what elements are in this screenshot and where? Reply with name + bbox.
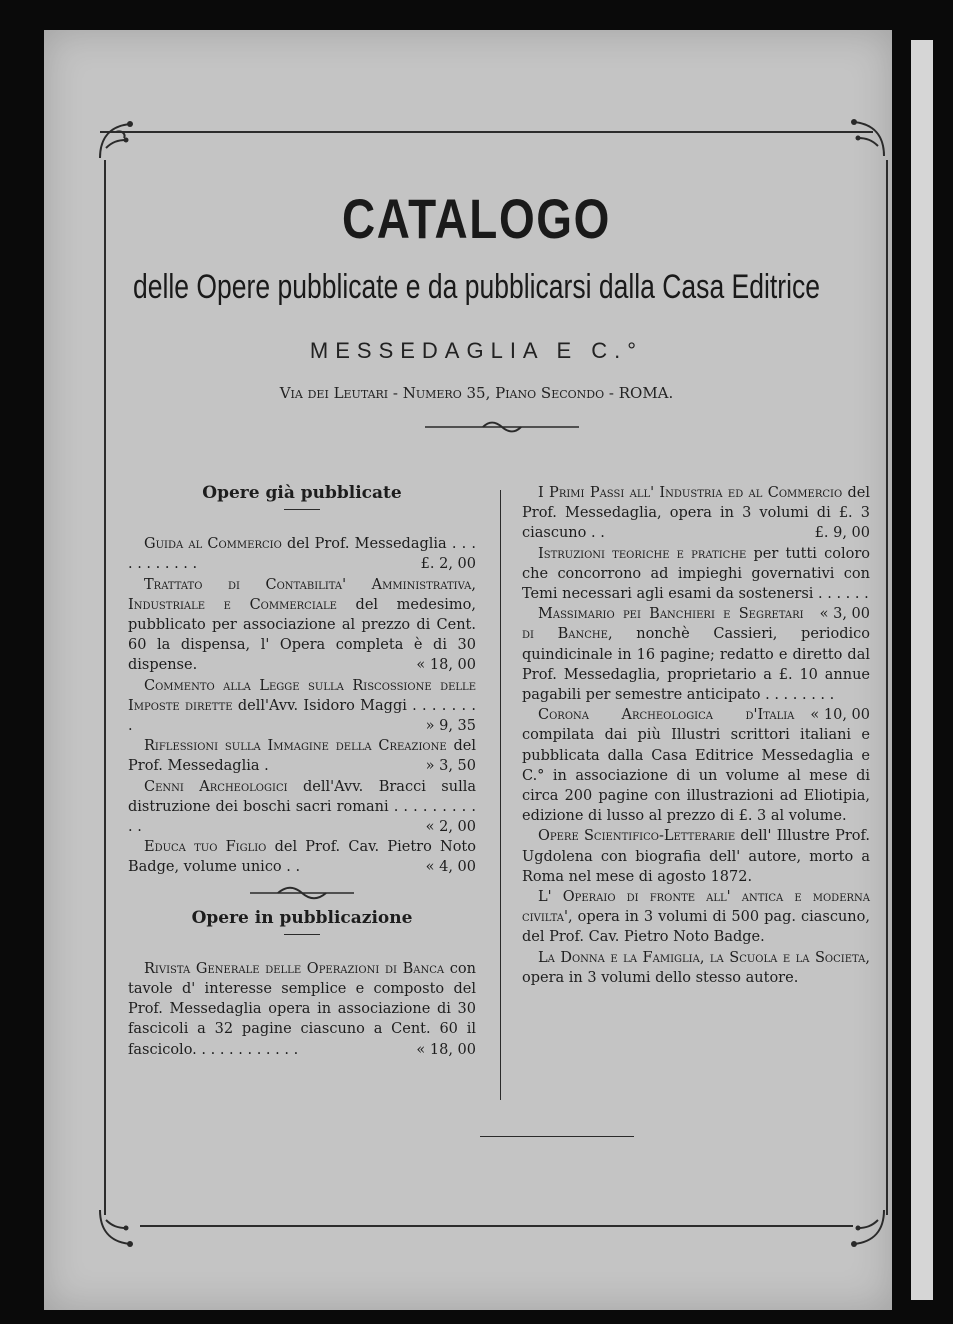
publisher-address: Via dei Leutari - Numero 35, Piano Secondo - ROMA. <box>279 384 674 402</box>
entry-title: L' Operaio di fronte all' antica e moderna civilta' <box>522 889 870 926</box>
frame-left-rule <box>104 160 106 1215</box>
column-divider <box>500 490 501 1100</box>
entry-title: Istruzioni teoriche e pratiche <box>538 545 747 562</box>
catalog-entry <box>522 887 870 948</box>
entry-title: La Donna e la Famiglia, la Scuola e la Societa <box>538 949 866 966</box>
catalog-entry <box>128 837 476 877</box>
section-title-in-publication: Opere in pubblicazione <box>191 907 413 928</box>
entry-price: £. 2, 00 <box>420 556 476 573</box>
entry-price: « 18, 00 <box>416 1041 476 1058</box>
entry-price: £. 9, 00 <box>814 525 870 542</box>
section-flourish-icon <box>128 882 476 904</box>
entry-description: , opera in 3 volumi di 500 pag. ciascuno, del Prof. Cav. Pietro Noto Badge. <box>522 909 870 946</box>
entry-description: , nonchè Cassieri, periodico quindicinale in 16 pagine; redatto e diretto dal Prof. Messedaglia, proprietario a £. 10 annue pagabili per semestre anticipato . . . . . . . . <box>522 626 870 704</box>
page-edge <box>911 40 933 1300</box>
entry-description: per tutti coloro che concorrono ad impieghi governativi con Temi necessari agli esami da sostenersi . . . . . . <box>522 545 870 603</box>
entry-title: Educa tuo Figlio <box>144 839 267 856</box>
catalog-entry <box>128 575 476 676</box>
entry-title: Opere Scientifico-Letterarie <box>538 828 736 845</box>
entry-title: Guida al Commercio <box>144 536 282 553</box>
entry-price: » 3, 50 <box>425 758 476 775</box>
catalog-entry <box>128 534 476 574</box>
bottom-rule <box>480 1136 634 1137</box>
catalog-entry <box>522 948 870 988</box>
entry-description: del medesimo, pubblicato per associazione al prezzo di Cent. 60 la dispensa, l' Opera completa è di 30 dispense. <box>128 596 476 674</box>
entry-title: Trattato di Contabilita' Amministrativa, Industriale e Commerciale <box>128 576 476 613</box>
entry-description: con tavole d' interesse semplice e composto del Prof. Messedaglia opera in associazione di 30 fascicoli a 32 pagine ciascuno a Cent. 60 il fascicolo. . . . . . . . . . . . <box>128 960 476 1058</box>
catalog-entry <box>128 736 476 776</box>
entry-title: Riflessioni sulla Immagine della Creazione <box>144 738 447 755</box>
catalog-subtitle: delle Opere pubblicate e da pubblicarsi dalla Casa Editrice <box>133 268 820 306</box>
catalog-entry <box>128 777 476 838</box>
title-flourish-icon <box>425 420 579 434</box>
frame-bottom-rule <box>140 1225 853 1227</box>
entry-title: Corona Archeologica d'Italia <box>538 707 795 724</box>
entry-title: Cenni Archeologici <box>144 778 288 795</box>
entry-description: dell'Avv. Isidoro Maggi . . . . . . . . <box>128 697 476 735</box>
section-title-published: Opere già pubblicate <box>202 483 402 503</box>
section-dash <box>284 934 320 935</box>
entry-price: « 2, 00 <box>425 819 476 836</box>
publisher-name: MESSEDAGLIA E C.° <box>309 338 644 363</box>
entry-description: del Prof. Messedaglia, opera in 3 volumi di £. 3 ciascuno . . <box>522 485 870 542</box>
corner-ornament-icon <box>96 1206 148 1250</box>
catalog-entry <box>522 544 870 623</box>
left-column <box>128 483 476 1060</box>
entry-description: , opera in 3 volumi dello stesso autore. <box>522 949 870 986</box>
entry-price: » 9, 35 <box>425 718 476 735</box>
catalog-entry <box>128 676 476 737</box>
entry-description: dell'Avv. Bracci sulla distruzione dei boschi sacri romani . . . . . . . . . . . <box>128 778 476 836</box>
corner-ornament-icon <box>836 1206 888 1250</box>
corner-ornament-icon <box>96 118 148 162</box>
entry-title: Massimario pei Banchieri e Segretari di Banche <box>522 606 804 643</box>
corner-ornament-icon <box>836 116 888 160</box>
entry-title: I Primi Passi all' Industria ed al Commercio <box>538 485 843 501</box>
entry-description: del Prof. Messedaglia . . . . . . . . . . . <box>128 536 476 573</box>
entry-price: « 3, 00 <box>819 606 870 623</box>
frame-right-rule <box>886 160 888 1215</box>
catalog-title: CATALOGO <box>341 187 612 250</box>
frame-top-rule <box>100 131 873 133</box>
entry-title: Commento alla Legge sulla Riscossione delle Imposte dirette <box>128 677 476 714</box>
entry-title: Rivista Generale delle Operazioni di Banca <box>144 960 445 977</box>
catalog-entry <box>522 826 870 887</box>
catalog-entry <box>128 959 476 1060</box>
entry-description: dell' Illustre Prof. Ugdolena con biografia dell' autore, morto a Roma nel mese di agosto 1872. <box>522 828 870 885</box>
entry-description: compilata dai più Illustri scrittori italiani e pubblicata dalla Casa Editrice Messedaglia e C.° in associazione di un volume al mese di circa 200 pagine con illustrazioni ad Eliotipia, edizione di lusso al prezzo di £. 3 al volume. <box>522 727 870 825</box>
entry-description: del Prof. Messedaglia . <box>128 738 476 775</box>
entry-price: « 10, 00 <box>810 707 870 724</box>
entry-price: « 4, 00 <box>425 859 476 876</box>
catalog-entry <box>522 483 870 544</box>
section-dash <box>284 509 320 510</box>
entry-price: « 18, 00 <box>416 657 476 674</box>
entry-description: del Prof. Cav. Pietro Noto Badge, volume unico . . <box>128 839 476 876</box>
right-column <box>522 483 870 988</box>
